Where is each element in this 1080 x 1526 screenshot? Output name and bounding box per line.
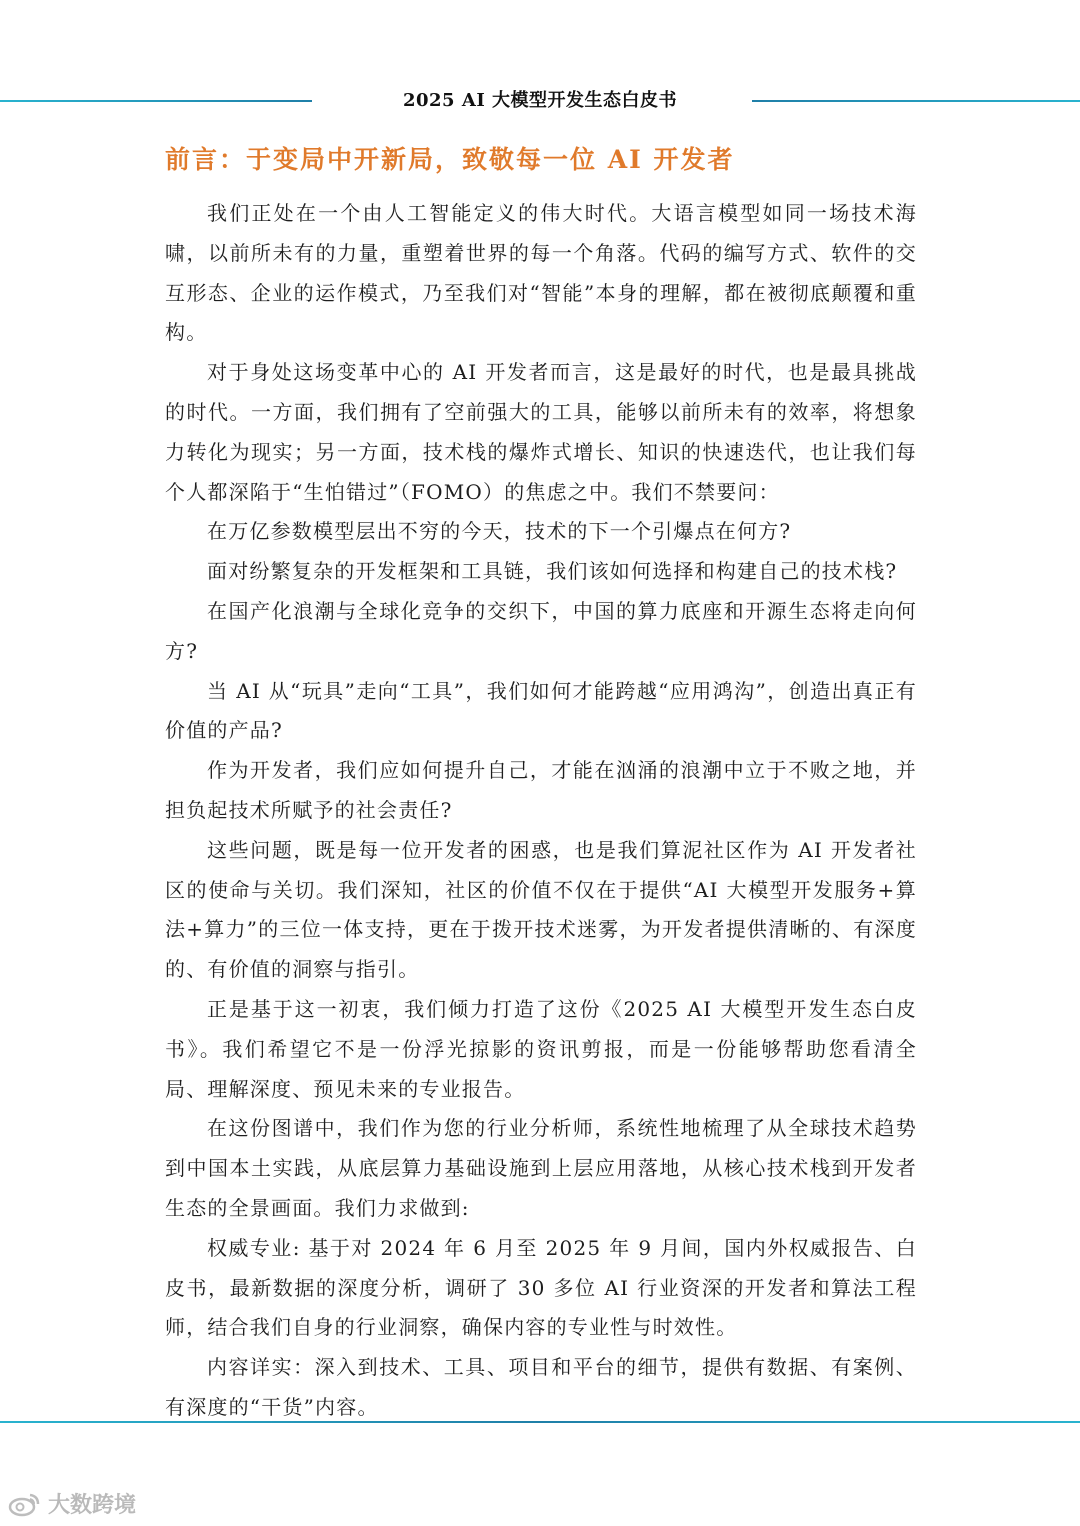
paragraph: 在这份图谱中，我们作为您的行业分析师，系统性地梳理了从全球技术趋势到中国本土实践，从底层算力基础设施到上层应用落地，从核心技术栈到开发者生态的全景画面。我们力求做到: <box>165 1116 917 1220</box>
paragraph: 对于身处这场变革中心的 AI 开发者而言，这是最好的时代，也是最具挑战的时代。一方面，我们拥有了空前强大的工具，能够以前所未有的效率，将想象力转化为现实；另一方面，技术栈的爆炸式增长、知识的快速迭代，也让我们每个人都深陷于“生怕错过”（FOMO）的焦虑之中。我们不禁要问： <box>165 360 917 504</box>
paragraph: 这些问题，既是每一位开发者的困惑，也是我们算泥社区作为 AI 开发者社区的使命与关切。我们深知，社区的价值不仅在于提供“AI 大模型开发服务+算法+算力”的三位一体支持，更在于拨开技术迷雾，为开发者提供清晰的、有深度的、有价值的洞察与指引。 <box>165 837 917 982</box>
paragraph: 权威专业: 基于对 2024 年 6 月至 2025 年 9 月间，国内外权威报告、白皮书，最新数据的深度分析，调研了 30 多位 AI 行业资深的开发者和算法工程师，结合我们自身的行业洞察，确保内容的专业性与时效性。 <box>165 1235 917 1340</box>
header-divider-right <box>752 100 1080 102</box>
paragraph: 作为开发者，我们应如何提升自己，才能在汹涌的浪潮中立于不败之地，并担负起技术所赋予的社会责任? <box>165 758 917 822</box>
section-title: 前言：于变局中开新局，致敬每一位 AI 开发者 <box>165 145 735 174</box>
paragraph: 内容详实：深入到技术、工具、项目和平台的细节，提供有数据、有案例、有深度的“干货”内容。 <box>165 1355 917 1419</box>
body-content <box>165 194 917 1428</box>
watermark <box>8 1488 136 1519</box>
paragraph: 当 AI 从“玩具”走向“工具”，我们如何才能跨越“应用鸿沟”，创造出真正有价值的产品? <box>165 678 917 743</box>
header-divider-left <box>0 100 312 102</box>
page-header-title: 2025 AI 大模型开发生态白皮书 <box>402 90 677 111</box>
paragraph: 在国产化浪潮与全球化竞争的交织下，中国的算力底座和开源生态将走向何方? <box>165 598 917 663</box>
paragraph: 在万亿参数模型层出不穷的今天，技术的下一个引爆点在何方? <box>207 519 792 544</box>
paragraph: 我们正处在一个由人工智能定义的伟大时代。大语言模型如同一场技术海啸，以前所未有的力量，重塑着世界的每一个角落。代码的编写方式、软件的交互形态、企业的运作模式，乃至我们对“智能”本身的理解，都在被彻底颠覆和重构。 <box>165 201 917 345</box>
watermark-text: 大数跨境 <box>48 1493 137 1518</box>
footer-divider <box>0 1421 1080 1423</box>
paragraph: 正是基于这一初衷，我们倾力打造了这份《2025 AI 大模型开发生态白皮书》。我们希望它不是一份浮光掠影的资讯剪报，而是一份能够帮助您看清全局、理解深度、预见未来的专业报告。 <box>165 996 917 1101</box>
weibo-icon <box>8 1491 42 1517</box>
paragraph: 面对纷繁复杂的开发框架和工具链，我们该如何选择和构建自己的技术栈? <box>207 559 898 584</box>
